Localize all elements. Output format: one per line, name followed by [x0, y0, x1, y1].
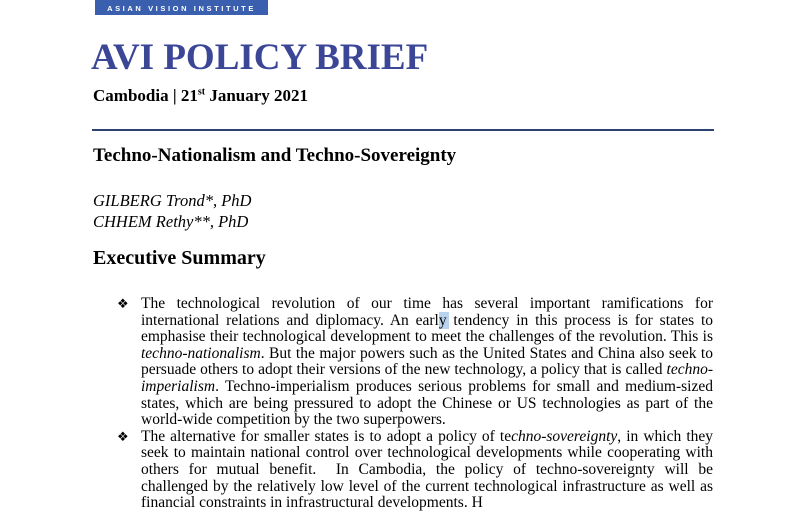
diamond-bullet-icon: ❖: [117, 297, 129, 312]
bullet-text-italic: techno-imperialism: [141, 361, 713, 395]
executive-summary-bullet-list: [93, 296, 713, 512]
page-title: AVI POLICY BRIEF: [91, 37, 429, 78]
horizontal-divider: [92, 129, 714, 131]
dateline-prefix: Cambodia | 21: [93, 86, 198, 105]
dateline-suffix: January 2021: [205, 86, 309, 105]
text-selection-highlight: y: [438, 311, 447, 329]
author-line: CHHEM Rethy**, PhD: [93, 212, 249, 231]
author-list: [93, 190, 251, 232]
list-item: [93, 296, 713, 429]
dateline: [93, 86, 308, 106]
bullet-text: The technological revolution of our time has several important ramifications for international relations and diplomacy. An earl: [141, 295, 713, 329]
bullet-text-italic: chno-sovereignty: [511, 427, 618, 445]
article-heading: Techno-Nationalism and Techno-Sovereignty: [93, 145, 457, 166]
dateline-ordinal-superscript: st: [197, 86, 206, 98]
bullet-text-italic: techno-nationalism: [141, 344, 261, 362]
bullet-text: , in which they seek to maintain national control over technological developments while cooperating with others for mutual benefit. In Cambodia, the policy of techno-sovereignty will be challenged by the relatively low level of the current technological infrastructure as well as financial constraints in infrastructural developments. H: [141, 427, 714, 512]
diamond-bullet-icon: ❖: [117, 429, 129, 445]
section-heading-executive-summary: Executive Summary: [93, 247, 266, 269]
bullet-text: . Techno-imperialism produces serious problems for small and medium-sized states, which are being pressured to adopt the Chinese or US technologies as part of the world-wide competition by the two superpowers.: [141, 377, 713, 429]
list-item: [93, 429, 713, 512]
institute-logo-banner: ASIAN VISION INSTITUTE: [95, 0, 268, 15]
author-line: GILBERG Trond*, PhD: [93, 191, 252, 210]
bullet-text: . But the major powers such as the United States and China also seek to persuade others to adopt their versions of the new technology, a policy that is called: [141, 344, 713, 379]
bullet-text: The alternative for smaller states is to adopt a policy of te: [141, 427, 512, 445]
bullet-text: tendency in this process is for states to emphasise their technological development to meet the challenges of the revolution. This is: [141, 311, 713, 346]
